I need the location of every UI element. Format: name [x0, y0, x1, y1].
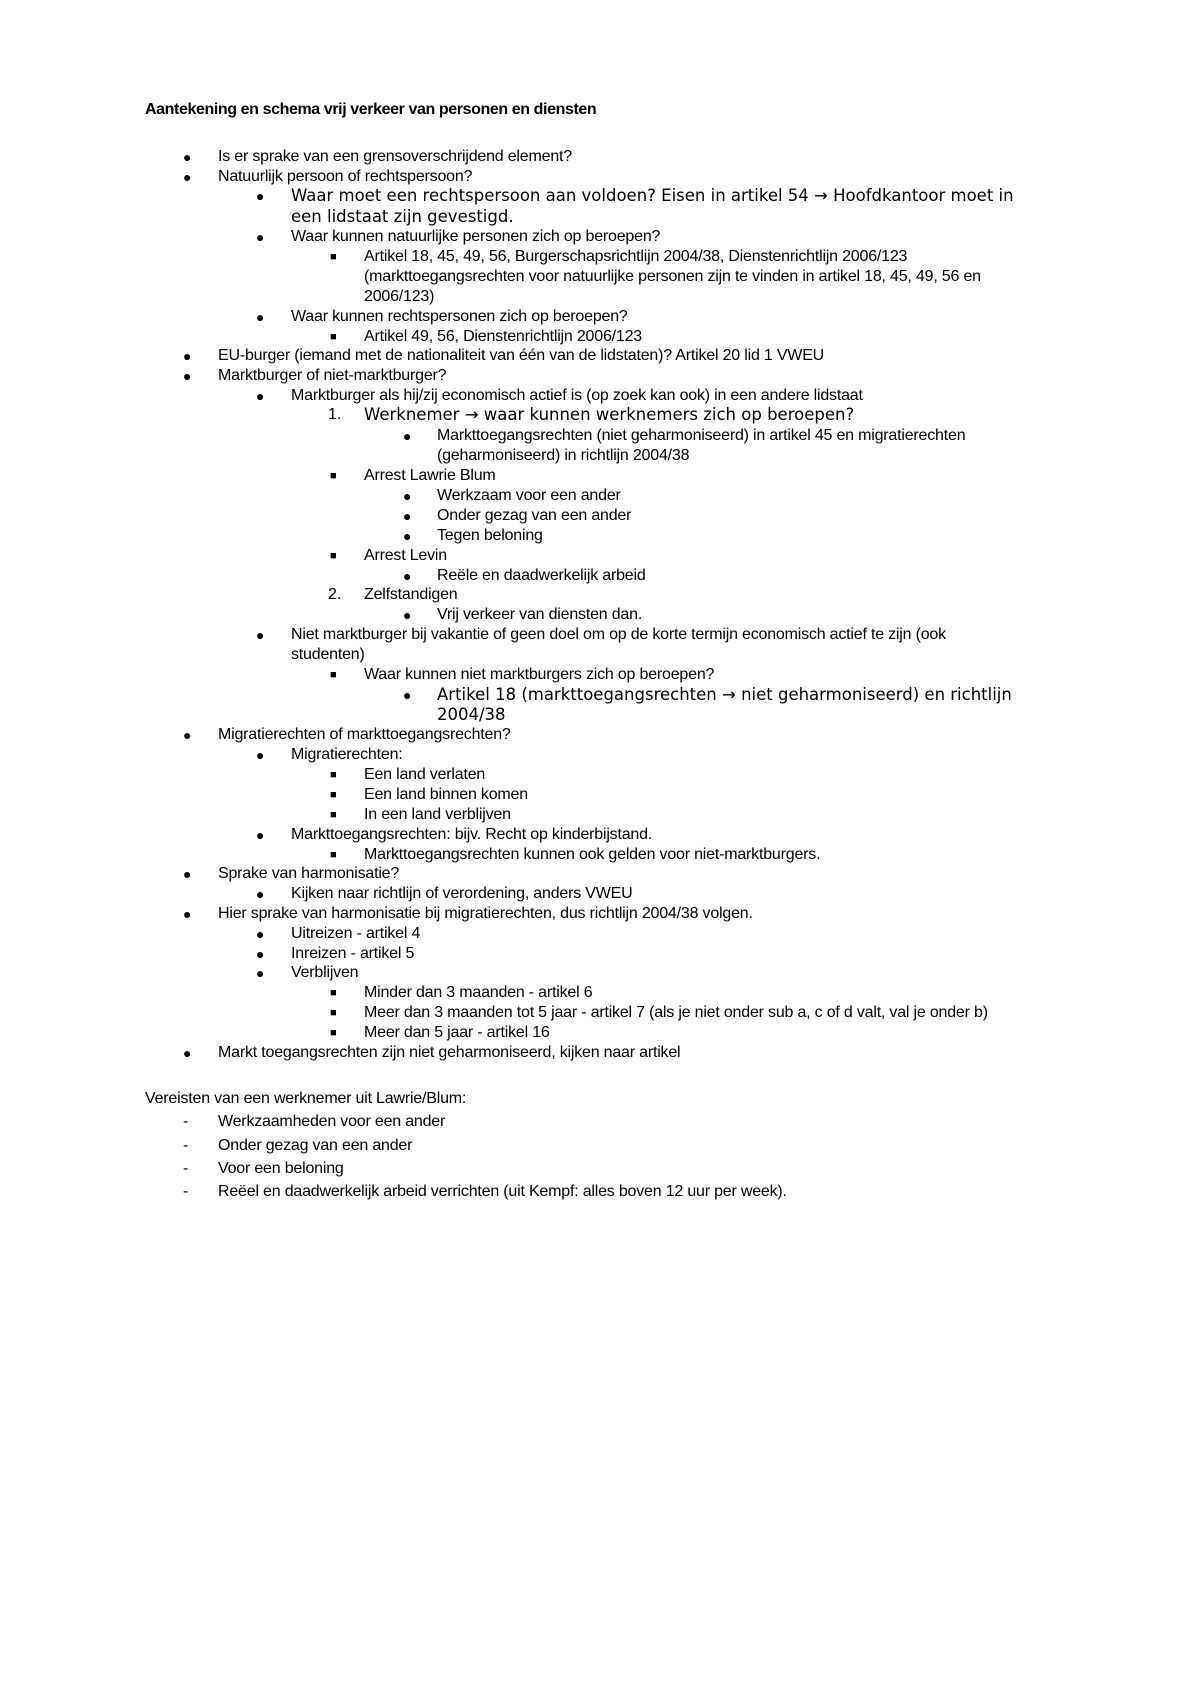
- list-item: Markttoegangsrechten kunnen ook gelden voor niet-marktburgers.: [364, 846, 821, 863]
- list-bullet: ■: [330, 331, 337, 343]
- list-item: Vrij verkeer van diensten dan.: [437, 606, 643, 623]
- list-item: 2006/123): [364, 288, 435, 305]
- list-bullet: ●: [256, 309, 265, 325]
- list-item: Zelfstandigen: [364, 586, 458, 603]
- list-item: In een land verblijven: [364, 806, 511, 823]
- list-bullet: ●: [183, 149, 192, 165]
- requirement-item: Voor een beloning: [218, 1160, 344, 1177]
- list-bullet: ●: [256, 747, 265, 763]
- list-bullet: ■: [330, 1007, 337, 1019]
- list-item: Artikel 49, 56, Dienstenrichtlijn 2006/123: [364, 328, 642, 345]
- list-bullet: ●: [183, 906, 192, 922]
- list-bullet: ●: [403, 428, 412, 444]
- list-item: Verblijven: [291, 964, 359, 981]
- list-bullet: ●: [183, 727, 192, 743]
- dash-marker: -: [183, 1160, 189, 1177]
- list-item: 2004/38: [437, 705, 506, 724]
- requirements-heading: Vereisten van een werknemer uit Lawrie/Blum:: [145, 1090, 467, 1107]
- list-bullet: ■: [330, 809, 337, 821]
- list-item: Waar kunnen natuurlijke personen zich op beroepen?: [291, 228, 661, 245]
- list-item: Migratierechten:: [291, 746, 403, 763]
- list-bullet: ■: [330, 550, 337, 562]
- list-item: Uitreizen - artikel 4: [291, 925, 421, 942]
- list-bullet: ●: [403, 607, 412, 623]
- list-bullet: ■: [330, 251, 337, 263]
- list-bullet: ●: [256, 188, 265, 204]
- list-item: Marktburger of niet-marktburger?: [218, 367, 447, 384]
- list-item: Markttoegangsrechten (niet geharmoniseerd) in artikel 45 en migratierechten: [437, 427, 966, 444]
- list-bullet: ●: [256, 627, 265, 643]
- list-item: Arrest Lawrie Blum: [364, 467, 496, 484]
- requirement-item: Reëel en daadwerkelijk arbeid verrichten (uit Kempf: alles boven 12 uur per week).: [218, 1183, 787, 1200]
- list-bullet: ■: [330, 849, 337, 861]
- list-bullet: 1.: [328, 406, 342, 423]
- list-item: EU-burger (iemand met de nationaliteit van één van de lidstaten)? Artikel 20 lid 1 VWEU: [218, 347, 825, 364]
- list-bullet: ●: [256, 229, 265, 245]
- list-item: Sprake van harmonisatie?: [218, 865, 400, 882]
- list-item: Inreizen - artikel 5: [291, 945, 415, 962]
- list-item: Marktburger als hij/zij economisch actief is (op zoek kan ook) in een andere lidstaat: [291, 387, 863, 404]
- list-bullet: ●: [403, 528, 412, 544]
- list-bullet: ■: [330, 769, 337, 781]
- list-item: Kijken naar richtlijn of verordening, anders VWEU: [291, 885, 633, 902]
- dash-marker: -: [183, 1113, 189, 1130]
- list-bullet: ●: [403, 568, 412, 584]
- list-item: Reële en daadwerkelijk arbeid: [437, 567, 646, 584]
- list-bullet: ●: [256, 388, 265, 404]
- dash-marker: -: [183, 1183, 189, 1200]
- requirement-item: Onder gezag van een ander: [218, 1137, 413, 1154]
- list-item: Hier sprake van harmonisatie bij migratierechten, dus richtlijn 2004/38 volgen.: [218, 905, 753, 922]
- list-bullet: ●: [403, 687, 412, 703]
- list-item: Een land verlaten: [364, 766, 486, 783]
- list-bullet: ■: [330, 789, 337, 801]
- list-bullet: ●: [256, 946, 265, 962]
- list-item: Markttoegangsrechten: bijv. Recht op kinderbijstand.: [291, 826, 653, 843]
- list-item: Natuurlijk persoon of rechtspersoon?: [218, 168, 473, 185]
- list-bullet: ■: [330, 1027, 337, 1039]
- list-item: Waar kunnen rechtspersonen zich op beroepen?: [291, 308, 628, 325]
- list-bullet: ●: [183, 368, 192, 384]
- list-item: Tegen beloning: [437, 527, 543, 544]
- list-item: Niet marktburger bij vakantie of geen doel om op de korte termijn economisch actief te zijn (ook: [291, 626, 946, 643]
- list-item: een lidstaat zijn gevestigd.: [291, 207, 514, 226]
- list-bullet: ●: [256, 926, 265, 942]
- list-bullet: 2.: [328, 586, 342, 603]
- list-bullet: ●: [183, 1045, 192, 1061]
- list-bullet: ●: [183, 348, 192, 364]
- list-item: Markt toegangsrechten zijn niet geharmoniseerd, kijken naar artikel: [218, 1044, 681, 1061]
- document-title: Aantekening en schema vrij verkeer van personen en diensten: [145, 101, 597, 118]
- list-item: Migratierechten of markttoegangsrechten?: [218, 726, 511, 743]
- list-item: studenten): [291, 646, 365, 663]
- list-bullet: ■: [330, 987, 337, 999]
- list-bullet: ●: [256, 886, 265, 902]
- list-item: Artikel 18, 45, 49, 56, Burgerschapsrichtlijn 2004/38, Dienstenrichtlijn 2006/123: [364, 248, 908, 265]
- list-item: Waar moet een rechtspersoon aan voldoen? Eisen in artikel 54 → Hoofdkantoor moet in: [291, 186, 1014, 205]
- list-item: Is er sprake van een grensoverschrijdend element?: [218, 148, 572, 165]
- list-item: Arrest Levin: [364, 547, 447, 564]
- list-bullet: ●: [403, 488, 412, 504]
- list-item: Meer dan 3 maanden tot 5 jaar - artikel 7 (als je niet onder sub a, c of d valt, val je onder b): [364, 1004, 988, 1021]
- dash-marker: -: [183, 1137, 189, 1154]
- list-item: (geharmoniseerd) in richtlijn 2004/38: [437, 447, 690, 464]
- list-item: Meer dan 5 jaar - artikel 16: [364, 1024, 550, 1041]
- list-item: Minder dan 3 maanden - artikel 6: [364, 984, 593, 1001]
- list-bullet: ●: [183, 169, 192, 185]
- list-item: Werknemer → waar kunnen werknemers zich op beroepen?: [364, 405, 855, 424]
- list-bullet: ●: [403, 508, 412, 524]
- list-bullet: ■: [330, 669, 337, 681]
- list-item: Waar kunnen niet marktburgers zich op beroepen?: [364, 666, 715, 683]
- list-bullet: ●: [256, 965, 265, 981]
- list-item: Werkzaam voor een ander: [437, 487, 621, 504]
- list-item: Onder gezag van een ander: [437, 507, 632, 524]
- list-item: Artikel 18 (markttoegangsrechten → niet geharmoniseerd) en richtlijn: [437, 685, 1012, 704]
- list-bullet: ●: [183, 866, 192, 882]
- list-bullet: ●: [256, 827, 265, 843]
- list-bullet: ■: [330, 470, 337, 482]
- list-item: (markttoegangsrechten voor natuurlijke personen zijn te vinden in artikel 18, 45, 49, 56 en: [364, 268, 981, 285]
- requirement-item: Werkzaamheden voor een ander: [218, 1113, 446, 1130]
- list-item: Een land binnen komen: [364, 786, 528, 803]
